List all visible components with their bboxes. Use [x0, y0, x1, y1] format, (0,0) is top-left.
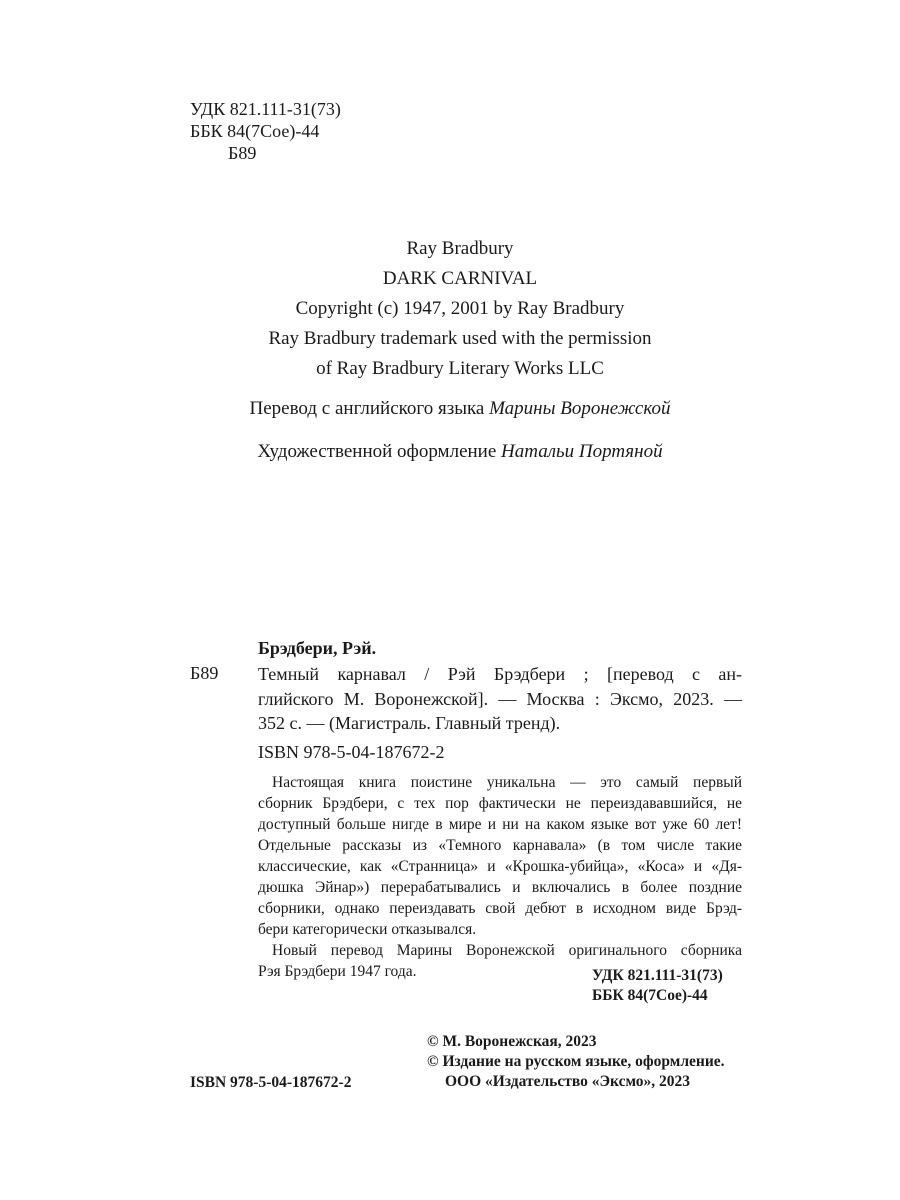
annotation-line: дюшка Эйнар») перерабатывались и включались в более поздние: [258, 879, 742, 896]
catalog-mark: Б89: [190, 663, 219, 683]
translation-credit: [180, 394, 740, 424]
original-author: Ray Bradbury: [406, 238, 514, 259]
annotation-line: доступный больше нигде в мире и ни на каком языке вот уже 60 лет!: [258, 816, 742, 833]
annotation-line: сборники, однако переиздавать свой дебют в исходном виде Брэд-: [258, 900, 742, 917]
annotation-line: сборник Брэдбери, с тех пор фактически не переиздававшийся, не: [258, 795, 742, 812]
catalog-entry-line: глийского М. Воронежской]. — Москва : Эксмо, 2023. —: [258, 688, 742, 709]
original-title: DARK CARNIVAL: [382, 268, 538, 289]
footer-isbn: ISBN 978-5-04-187672-2: [190, 1074, 352, 1091]
copyright-edition: © Издание на русском языке, оформление.: [427, 1053, 725, 1070]
annotation-line: Настоящая книга поистине уникальна — это самый первый: [272, 774, 742, 791]
note-line: Новый перевод Марины Воронежской оригинального сборника: [272, 942, 742, 959]
catalog-bbk: ББК 84(7Сое)-44: [592, 987, 708, 1004]
copyright-block: [427, 1032, 725, 1092]
original-edition: [180, 234, 740, 384]
copyright-publisher: ООО «Издательство «Эксмо», 2023: [445, 1073, 691, 1090]
classification-top: [190, 98, 341, 164]
catalog-entry-line: 352 с. — (Магистраль. Главный тренд).: [258, 713, 561, 733]
copyright-line: Ray Bradbury trademark used with the permission: [268, 328, 652, 349]
author-mark: Б89: [228, 143, 257, 163]
catalog-codes: [592, 966, 723, 1006]
translation-label: Перевод с английского языка: [249, 398, 490, 419]
catalog-isbn: ISBN 978-5-04-187672-2: [258, 742, 445, 762]
design-label: Художественной оформление: [257, 441, 502, 462]
catalog-udk: УДК 821.111-31(73): [592, 967, 723, 984]
copyright-translator: © М. Воронежская, 2023: [427, 1033, 597, 1050]
annotation-line: бери категорически отказывался.: [258, 921, 477, 938]
translator-name: Марины Воронежской: [489, 398, 671, 419]
bbk-code: ББК 84(7Сое)-44: [190, 121, 320, 141]
catalog-annotation: [258, 772, 742, 982]
copyright-line: Copyright (c) 1947, 2001 by Ray Bradbury: [295, 298, 625, 319]
annotation-line: Отдельные рассказы из «Темного карнавала» (в том числе такие: [258, 837, 742, 854]
design-credit: [180, 437, 740, 467]
copyright-line: of Ray Bradbury Literary Works LLC: [316, 358, 604, 379]
designer-name: Натальи Портяной: [501, 441, 663, 462]
note-line: Рэя Брэдбери 1947 года.: [258, 963, 417, 980]
catalog-entry-line: Темный карнавал / Рэй Брэдбери ; [перевод с ан-: [258, 664, 742, 684]
udk-code: УДК 821.111-31(73): [190, 99, 341, 119]
catalog-entry: [258, 662, 742, 736]
annotation-line: классические, как «Странница» и «Крошка-убийца», «Коса» и «Дя-: [258, 858, 742, 875]
catalog-heading: Брэдбери, Рэй.: [258, 638, 377, 658]
